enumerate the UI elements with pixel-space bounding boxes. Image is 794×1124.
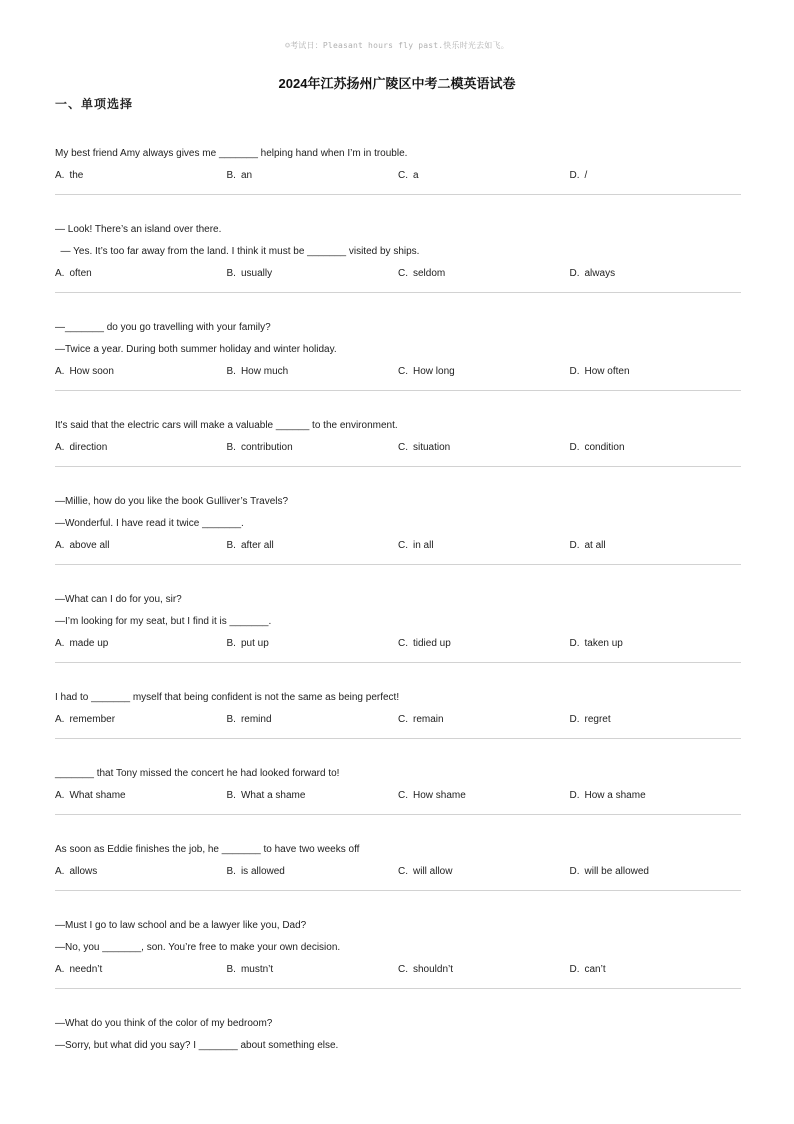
- option-text: the: [69, 170, 84, 181]
- option-text: put up: [240, 638, 269, 649]
- question-item: [55, 420, 741, 467]
- option-text: allows: [69, 866, 98, 877]
- option-text: How often: [584, 366, 630, 377]
- answer-option[interactable]: [55, 540, 227, 552]
- answer-option[interactable]: [227, 790, 399, 802]
- question-stem-line: As soon as Eddie finishes the job, he _______ to have two weeks off: [55, 844, 360, 855]
- options-row: [55, 638, 741, 650]
- question-item: [55, 496, 741, 565]
- option-letter: A.: [55, 714, 65, 725]
- section-heading: 一、单项选择: [55, 97, 134, 111]
- answer-option[interactable]: [227, 866, 399, 878]
- option-text: How long: [413, 366, 455, 377]
- answer-option[interactable]: [570, 442, 742, 454]
- option-text: regret: [584, 714, 611, 725]
- question-item: [55, 920, 741, 989]
- option-text: always: [584, 268, 616, 279]
- answer-option[interactable]: [398, 366, 570, 378]
- page-title: 2024年江苏扬州广陵区中考二模英语试卷: [278, 76, 516, 91]
- option-text: /: [584, 170, 588, 181]
- question-stem-line: I had to _______ myself that being confident is not the same as being perfect!: [55, 692, 400, 703]
- options-row: [55, 714, 741, 726]
- answer-option[interactable]: [398, 540, 570, 552]
- answer-option[interactable]: [227, 638, 399, 650]
- answer-option[interactable]: [227, 714, 399, 726]
- question-item: [55, 768, 741, 815]
- option-text: in all: [413, 540, 434, 551]
- option-letter: D.: [569, 540, 580, 551]
- question-item: [55, 1018, 741, 1074]
- option-text: contribution: [240, 442, 293, 453]
- option-text: will be allowed: [584, 866, 649, 877]
- answer-option[interactable]: [570, 540, 742, 552]
- option-letter: C.: [398, 170, 408, 181]
- option-text: How soon: [69, 366, 114, 377]
- question-stem-line: _______ that Tony missed the concert he had looked forward to!: [55, 768, 340, 779]
- option-letter: B.: [226, 366, 236, 377]
- option-letter: C.: [398, 366, 408, 377]
- question-stem-line: —Millie, how do you like the book Gulliver’s Travels?: [55, 496, 289, 507]
- option-text: at all: [584, 540, 606, 551]
- option-text: What a shame: [240, 790, 306, 801]
- option-text: above all: [69, 540, 110, 551]
- option-letter: B.: [226, 714, 236, 725]
- question-stem-line: —_______ do you go travelling with your family?: [55, 322, 271, 333]
- answer-option[interactable]: [398, 714, 570, 726]
- option-letter: A.: [55, 866, 65, 877]
- option-text: often: [69, 268, 92, 279]
- option-text: How a shame: [584, 790, 646, 801]
- option-letter: B.: [226, 964, 236, 975]
- answer-option[interactable]: [398, 638, 570, 650]
- answer-option[interactable]: [227, 442, 399, 454]
- answer-option[interactable]: [398, 442, 570, 454]
- answer-option[interactable]: [570, 638, 742, 650]
- answer-option[interactable]: [55, 442, 227, 454]
- options-row: [55, 790, 741, 802]
- option-letter: A.: [55, 442, 65, 453]
- option-letter: D.: [569, 790, 580, 801]
- option-text: How shame: [413, 790, 466, 801]
- answer-option[interactable]: [227, 366, 399, 378]
- answer-option[interactable]: [570, 366, 742, 378]
- question-stem-line: —No, you _______, son. You’re free to make your own decision.: [55, 942, 341, 953]
- question-stem-line: — Look! There’s an island over there.: [55, 224, 222, 235]
- option-letter: D.: [569, 866, 580, 877]
- answer-option[interactable]: [55, 714, 227, 726]
- options-row: [55, 366, 741, 378]
- question-item: [55, 844, 741, 891]
- answer-option[interactable]: [570, 714, 742, 726]
- answer-option[interactable]: [227, 964, 399, 976]
- option-letter: A.: [55, 638, 65, 649]
- option-letter: A.: [55, 268, 65, 279]
- option-text: is allowed: [240, 866, 285, 877]
- option-letter: C.: [398, 638, 408, 649]
- answer-option[interactable]: [398, 790, 570, 802]
- option-letter: C.: [398, 790, 408, 801]
- option-text: remain: [413, 714, 444, 725]
- answer-option[interactable]: [227, 540, 399, 552]
- answer-option[interactable]: [570, 790, 742, 802]
- option-letter: D.: [569, 714, 580, 725]
- answer-option[interactable]: [398, 268, 570, 280]
- question-item: [55, 322, 741, 391]
- option-letter: A.: [55, 366, 65, 377]
- answer-option[interactable]: [570, 268, 742, 280]
- option-text: What shame: [69, 790, 126, 801]
- option-letter: C.: [398, 540, 408, 551]
- option-letter: C.: [398, 866, 408, 877]
- option-letter: B.: [226, 442, 236, 453]
- option-letter: D.: [569, 170, 580, 181]
- options-row: [55, 964, 741, 976]
- option-letter: B.: [226, 170, 236, 181]
- option-letter: D.: [569, 638, 580, 649]
- option-text: after all: [240, 540, 274, 551]
- option-letter: D.: [569, 268, 580, 279]
- options-row: [55, 442, 741, 454]
- option-letter: C.: [398, 442, 408, 453]
- option-text: shouldn’t: [413, 964, 454, 975]
- option-letter: B.: [226, 866, 236, 877]
- option-text: needn’t: [69, 964, 103, 975]
- answer-option[interactable]: [398, 866, 570, 878]
- option-text: will allow: [413, 866, 453, 877]
- option-text: situation: [413, 442, 451, 453]
- question-item: [55, 224, 741, 293]
- question-stem-line: —Must I go to law school and be a lawyer like you, Dad?: [55, 920, 307, 931]
- answer-option[interactable]: [570, 964, 742, 976]
- option-letter: D.: [569, 366, 580, 377]
- question-list: [55, 148, 741, 1103]
- answer-option[interactable]: [570, 866, 742, 878]
- question-stem-line: —Twice a year. During both summer holiday and winter holiday.: [55, 344, 337, 355]
- option-letter: B.: [226, 790, 236, 801]
- question-stem-line: —Sorry, but what did you say? I _______ about something else.: [55, 1040, 339, 1051]
- answer-option[interactable]: [398, 170, 570, 182]
- option-letter: A.: [55, 170, 65, 181]
- question-stem-line: —What can I do for you, sir?: [55, 594, 182, 605]
- answer-option[interactable]: [55, 170, 227, 182]
- option-text: seldom: [413, 268, 446, 279]
- option-text: condition: [584, 442, 625, 453]
- option-letter: A.: [55, 540, 65, 551]
- answer-option[interactable]: [570, 170, 742, 182]
- options-row: [55, 540, 741, 552]
- option-text: remember: [69, 714, 116, 725]
- watermark: ☺考试日：Pleasant hours fly past.快乐时光去如飞。: [285, 41, 509, 50]
- answer-option[interactable]: [55, 268, 227, 280]
- answer-option[interactable]: [55, 790, 227, 802]
- answer-option[interactable]: [55, 366, 227, 378]
- option-text: tidied up: [413, 638, 451, 649]
- question-stem-line: —What do you think of the color of my bedroom?: [55, 1018, 273, 1029]
- option-text: taken up: [584, 638, 623, 649]
- option-letter: A.: [55, 790, 65, 801]
- option-letter: D.: [569, 442, 580, 453]
- answer-option[interactable]: [55, 866, 227, 878]
- answer-option[interactable]: [55, 964, 227, 976]
- option-text: an: [240, 170, 253, 181]
- option-text: a: [413, 170, 419, 181]
- option-letter: B.: [226, 540, 236, 551]
- answer-option[interactable]: [55, 638, 227, 650]
- option-text: made up: [69, 638, 109, 649]
- answer-option[interactable]: [227, 268, 399, 280]
- option-letter: D.: [569, 964, 580, 975]
- option-text: can’t: [584, 964, 606, 975]
- options-row: [55, 170, 741, 182]
- option-letter: C.: [398, 268, 408, 279]
- question-stem-line: My best friend Amy always gives me _______ helping hand when I’m in trouble.: [55, 148, 408, 159]
- question-stem-line: —Wonderful. I have read it twice _______.: [55, 518, 244, 529]
- option-letter: B.: [226, 638, 236, 649]
- option-text: How much: [240, 366, 289, 377]
- option-text: usually: [240, 268, 273, 279]
- options-row: [55, 866, 741, 878]
- option-letter: C.: [398, 964, 408, 975]
- question-item: [55, 594, 741, 663]
- option-letter: B.: [226, 268, 236, 279]
- option-letter: A.: [55, 964, 65, 975]
- answer-option[interactable]: [227, 170, 399, 182]
- question-stem-line: It's said that the electric cars will make a valuable ______ to the environment.: [55, 420, 398, 431]
- answer-option[interactable]: [398, 964, 570, 976]
- question-stem-line: —I’m looking for my seat, but I find it is _______.: [55, 616, 272, 627]
- question-stem-line: — Yes. It’s too far away from the land. I think it must be _______ visited by ships.: [55, 246, 420, 257]
- option-letter: C.: [398, 714, 408, 725]
- options-row: [55, 268, 741, 280]
- question-item: [55, 148, 741, 195]
- option-text: direction: [69, 442, 108, 453]
- option-text: mustn’t: [240, 964, 274, 975]
- question-item: [55, 692, 741, 739]
- option-text: remind: [240, 714, 272, 725]
